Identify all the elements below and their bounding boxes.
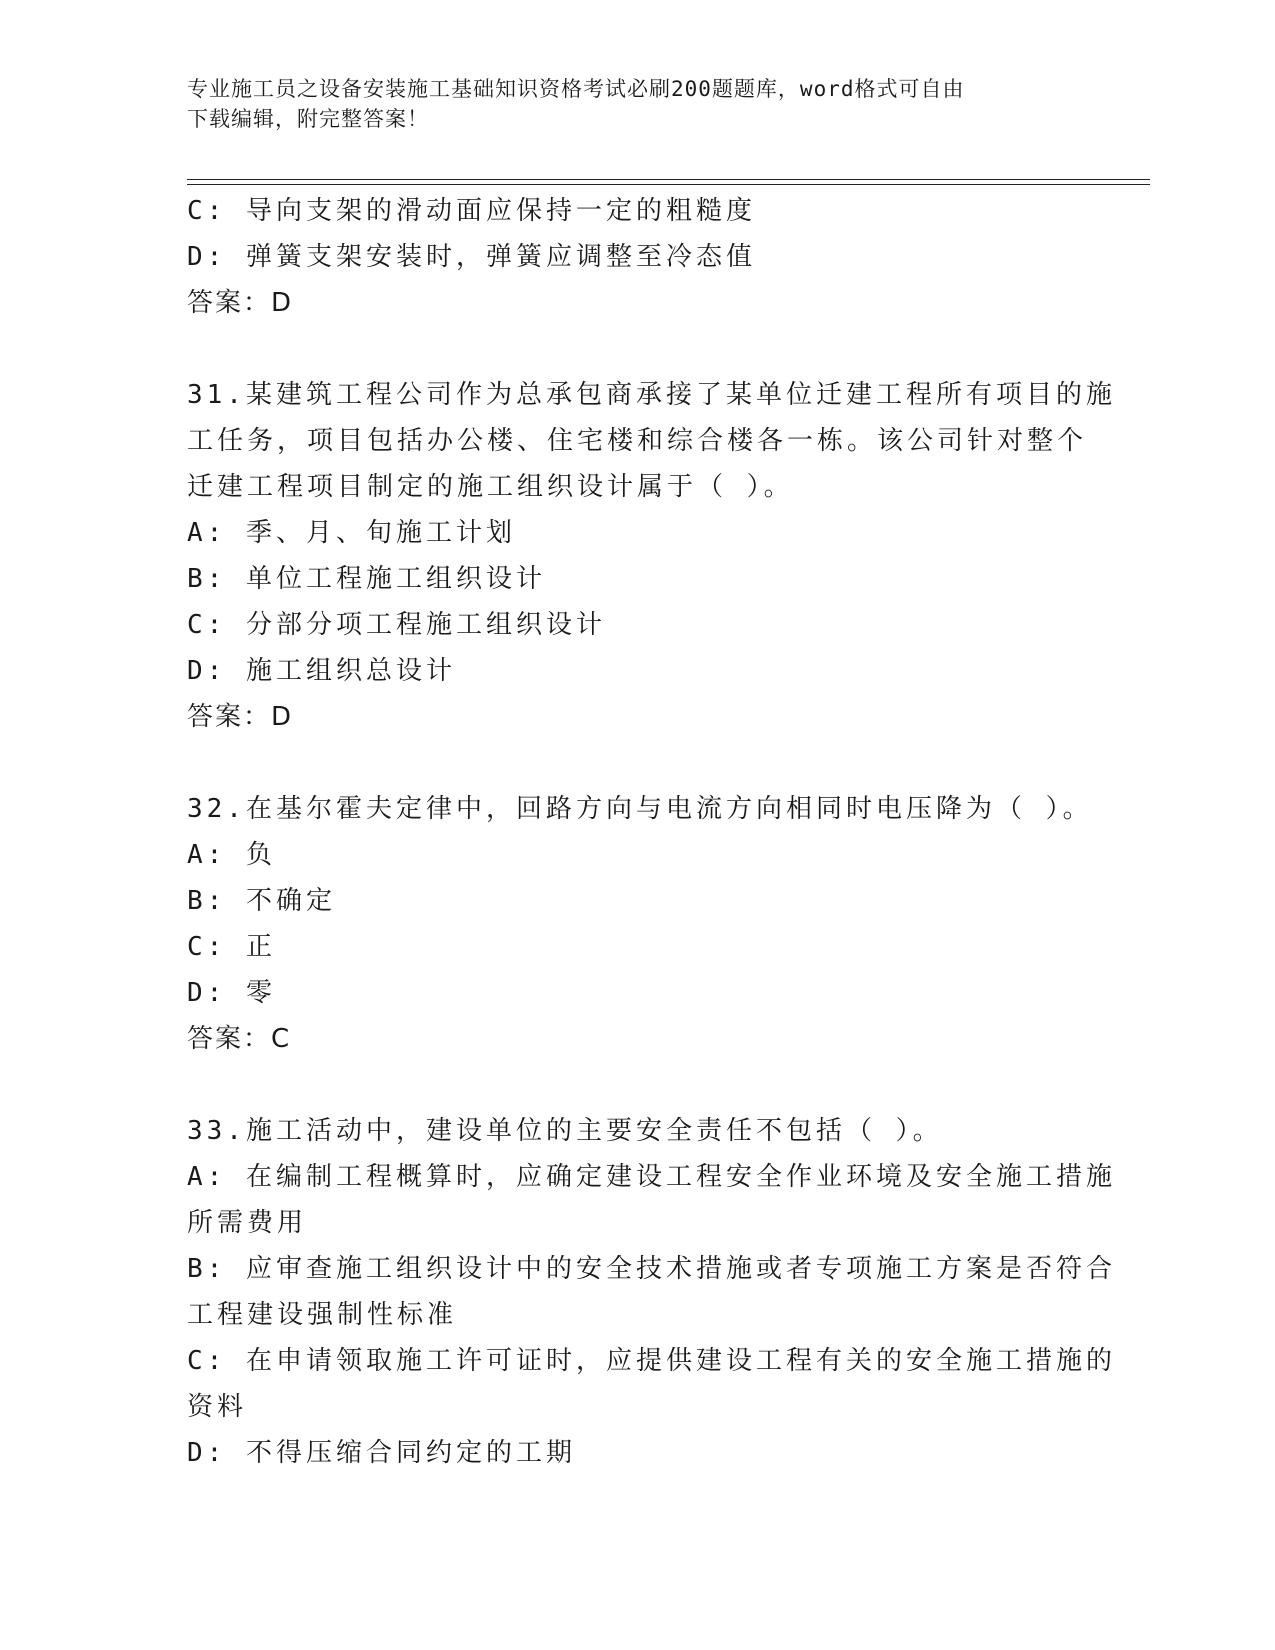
- previous-question-tail: [187, 188, 1087, 326]
- answer-line: 答案：D: [187, 288, 294, 318]
- option-b-continued: 工程建设强制性标准: [187, 1300, 458, 1330]
- question-text: 33.施工活动中，建设单位的主要安全责任不包括（ ）。: [187, 1116, 943, 1146]
- document-body: [187, 188, 1116, 1476]
- option-c: C: 导向支架的滑动面应保持一定的粗糙度: [187, 196, 756, 226]
- option-a: A: 在编制工程概算时，应确定建设工程安全作业环境及安全施工措施: [187, 1162, 1116, 1192]
- option-d: D: 零: [187, 978, 276, 1008]
- answer-line: 答案：D: [187, 702, 294, 732]
- option-d: D: 不得压缩合同约定的工期: [187, 1438, 576, 1468]
- option-a: A: 季、月、旬施工计划: [187, 518, 516, 548]
- question-text: 32.在基尔霍夫定律中，回路方向与电流方向相同时电压降为（ ）。: [187, 794, 1093, 824]
- option-b: B: 不确定: [187, 886, 336, 916]
- header-rule-bottom: [187, 184, 1150, 185]
- question-text: 迁建工程项目制定的施工组织设计属于（ ）。: [187, 472, 794, 502]
- option-a: A: 负: [187, 840, 276, 870]
- question-31: [187, 372, 1116, 740]
- header-rule-top: [187, 179, 1150, 180]
- document-header: [187, 74, 1087, 134]
- answer-line: 答案：C: [187, 1024, 292, 1054]
- option-c: C: 在申请领取施工许可证时，应提供建设工程有关的安全施工措施的: [187, 1346, 1116, 1376]
- option-b: B: 应审查施工组织设计中的安全技术措施或者专项施工方案是否符合: [187, 1254, 1116, 1284]
- option-b: B: 单位工程施工组织设计: [187, 564, 546, 594]
- question-text: 工任务，项目包括办公楼、住宅楼和综合楼各一栋。该公司针对整个: [187, 426, 1088, 456]
- option-a-continued: 所需费用: [187, 1208, 308, 1238]
- option-c-continued: 资料: [187, 1392, 248, 1422]
- option-c: C: 正: [187, 932, 276, 962]
- option-c: C: 分部分项工程施工组织设计: [187, 610, 606, 640]
- header-line-1: 专业施工员之设备安装施工基础知识资格考试必刷200题题库，word格式可自由: [187, 77, 965, 101]
- question-33: [187, 1108, 1116, 1476]
- option-d: D: 弹簧支架安装时，弹簧应调整至冷态值: [187, 242, 756, 272]
- question-text: 31.某建筑工程公司作为总承包商承接了某单位迁建工程所有项目的施: [187, 380, 1116, 410]
- header-line-2: 下载编辑，附完整答案！: [187, 107, 429, 131]
- option-d: D: 施工组织总设计: [187, 656, 456, 686]
- question-32: [187, 786, 1093, 1062]
